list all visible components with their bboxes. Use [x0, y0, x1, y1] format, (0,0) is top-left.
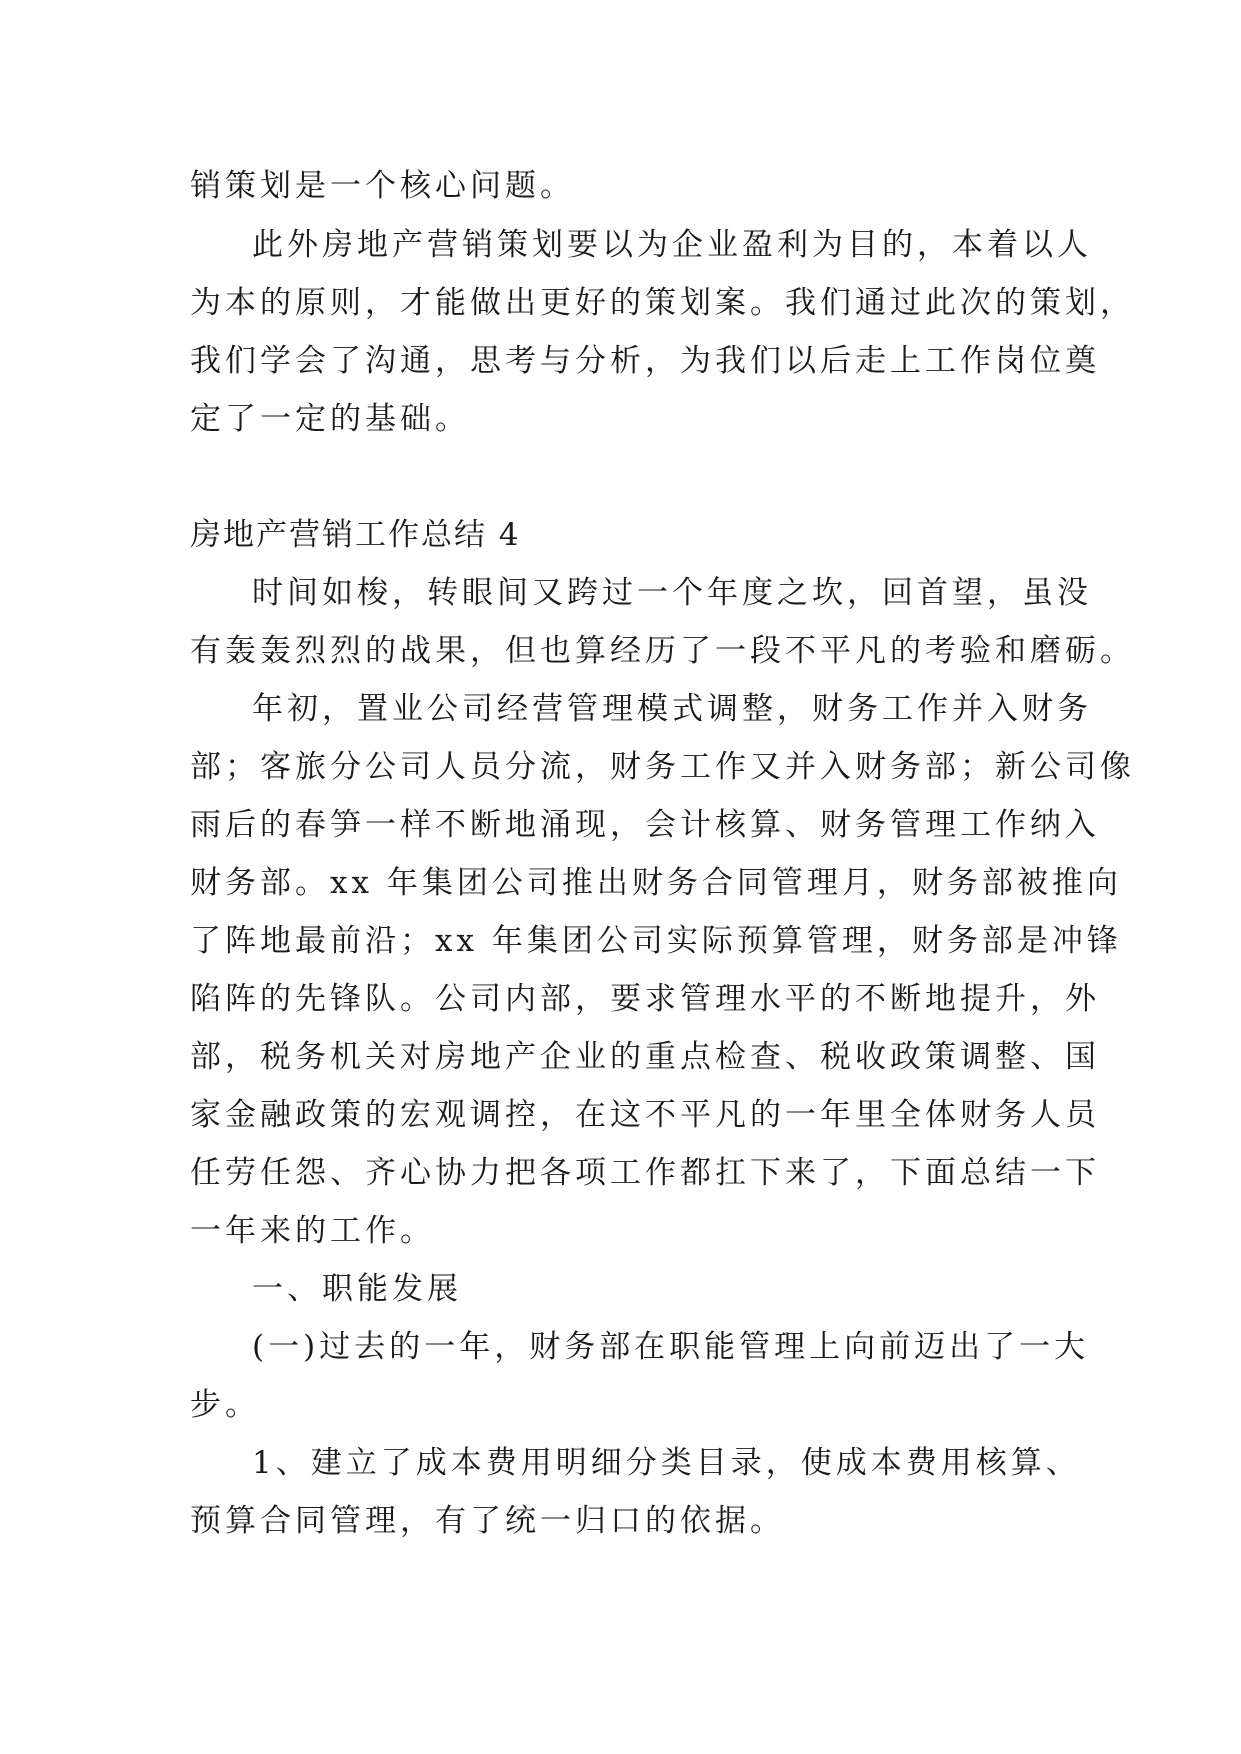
- section-subheading: 一、职能发展: [252, 1271, 462, 1307]
- text-line: 陷阵的先锋队。公司内部，要求管理水平的不断地提升，外: [190, 981, 1100, 1017]
- text-line: 雨后的春笋一样不断地涌现，会计核算、财务管理工作纳入: [190, 807, 1100, 843]
- text-line: 一年来的工作。: [190, 1213, 435, 1249]
- text-line: 销策划是一个核心问题。: [190, 168, 575, 204]
- text-line: (一)过去的一年，财务部在职能管理上向前迈出了一大: [252, 1329, 1090, 1365]
- text-line: 年初，置业公司经营管理模式调整，财务工作并入财务: [252, 691, 1092, 727]
- text-line: 1、建立了成本费用明细分类目录，使成本费用核算、: [252, 1445, 1081, 1481]
- text-line: 家金融政策的宏观调控，在这不平凡的一年里全体财务人员: [190, 1097, 1100, 1133]
- text-line: 财务部。xx 年集团公司推出财务合同管理月，财务部被推向: [190, 865, 1122, 901]
- text-line: 任劳任怨、齐心协力把各项工作都扛下来了，下面总结一下: [190, 1155, 1100, 1191]
- text-line: 时间如梭，转眼间又跨过一个年度之坎，回首望，虽没: [252, 575, 1092, 611]
- text-line: 我们学会了沟通，思考与分析，为我们以后走上工作岗位奠: [190, 343, 1100, 379]
- text-line: 预算合同管理，有了统一归口的依据。: [190, 1503, 785, 1539]
- text-line: 部；客旅分公司人员分流，财务工作又并入财务部；新公司像: [190, 749, 1135, 785]
- text-line: 有轰轰烈烈的战果，但也算经历了一段不平凡的考验和磨砺。: [190, 633, 1135, 669]
- text-line: 了阵地最前沿；xx 年集团公司实际预算管理，财务部是冲锋: [190, 923, 1122, 959]
- text-line: 此外房地产营销策划要以为企业盈利为目的，本着以人: [252, 227, 1092, 263]
- text-line: 定了一定的基础。: [190, 401, 470, 437]
- section-heading: 房地产营销工作总结 4: [190, 517, 521, 553]
- text-line: 为本的原则，才能做出更好的策划案。我们通过此次的策划，: [190, 285, 1135, 321]
- text-line: 部，税务机关对房地产企业的重点检查、税收政策调整、国: [190, 1039, 1100, 1075]
- text-line: 步。: [190, 1387, 260, 1423]
